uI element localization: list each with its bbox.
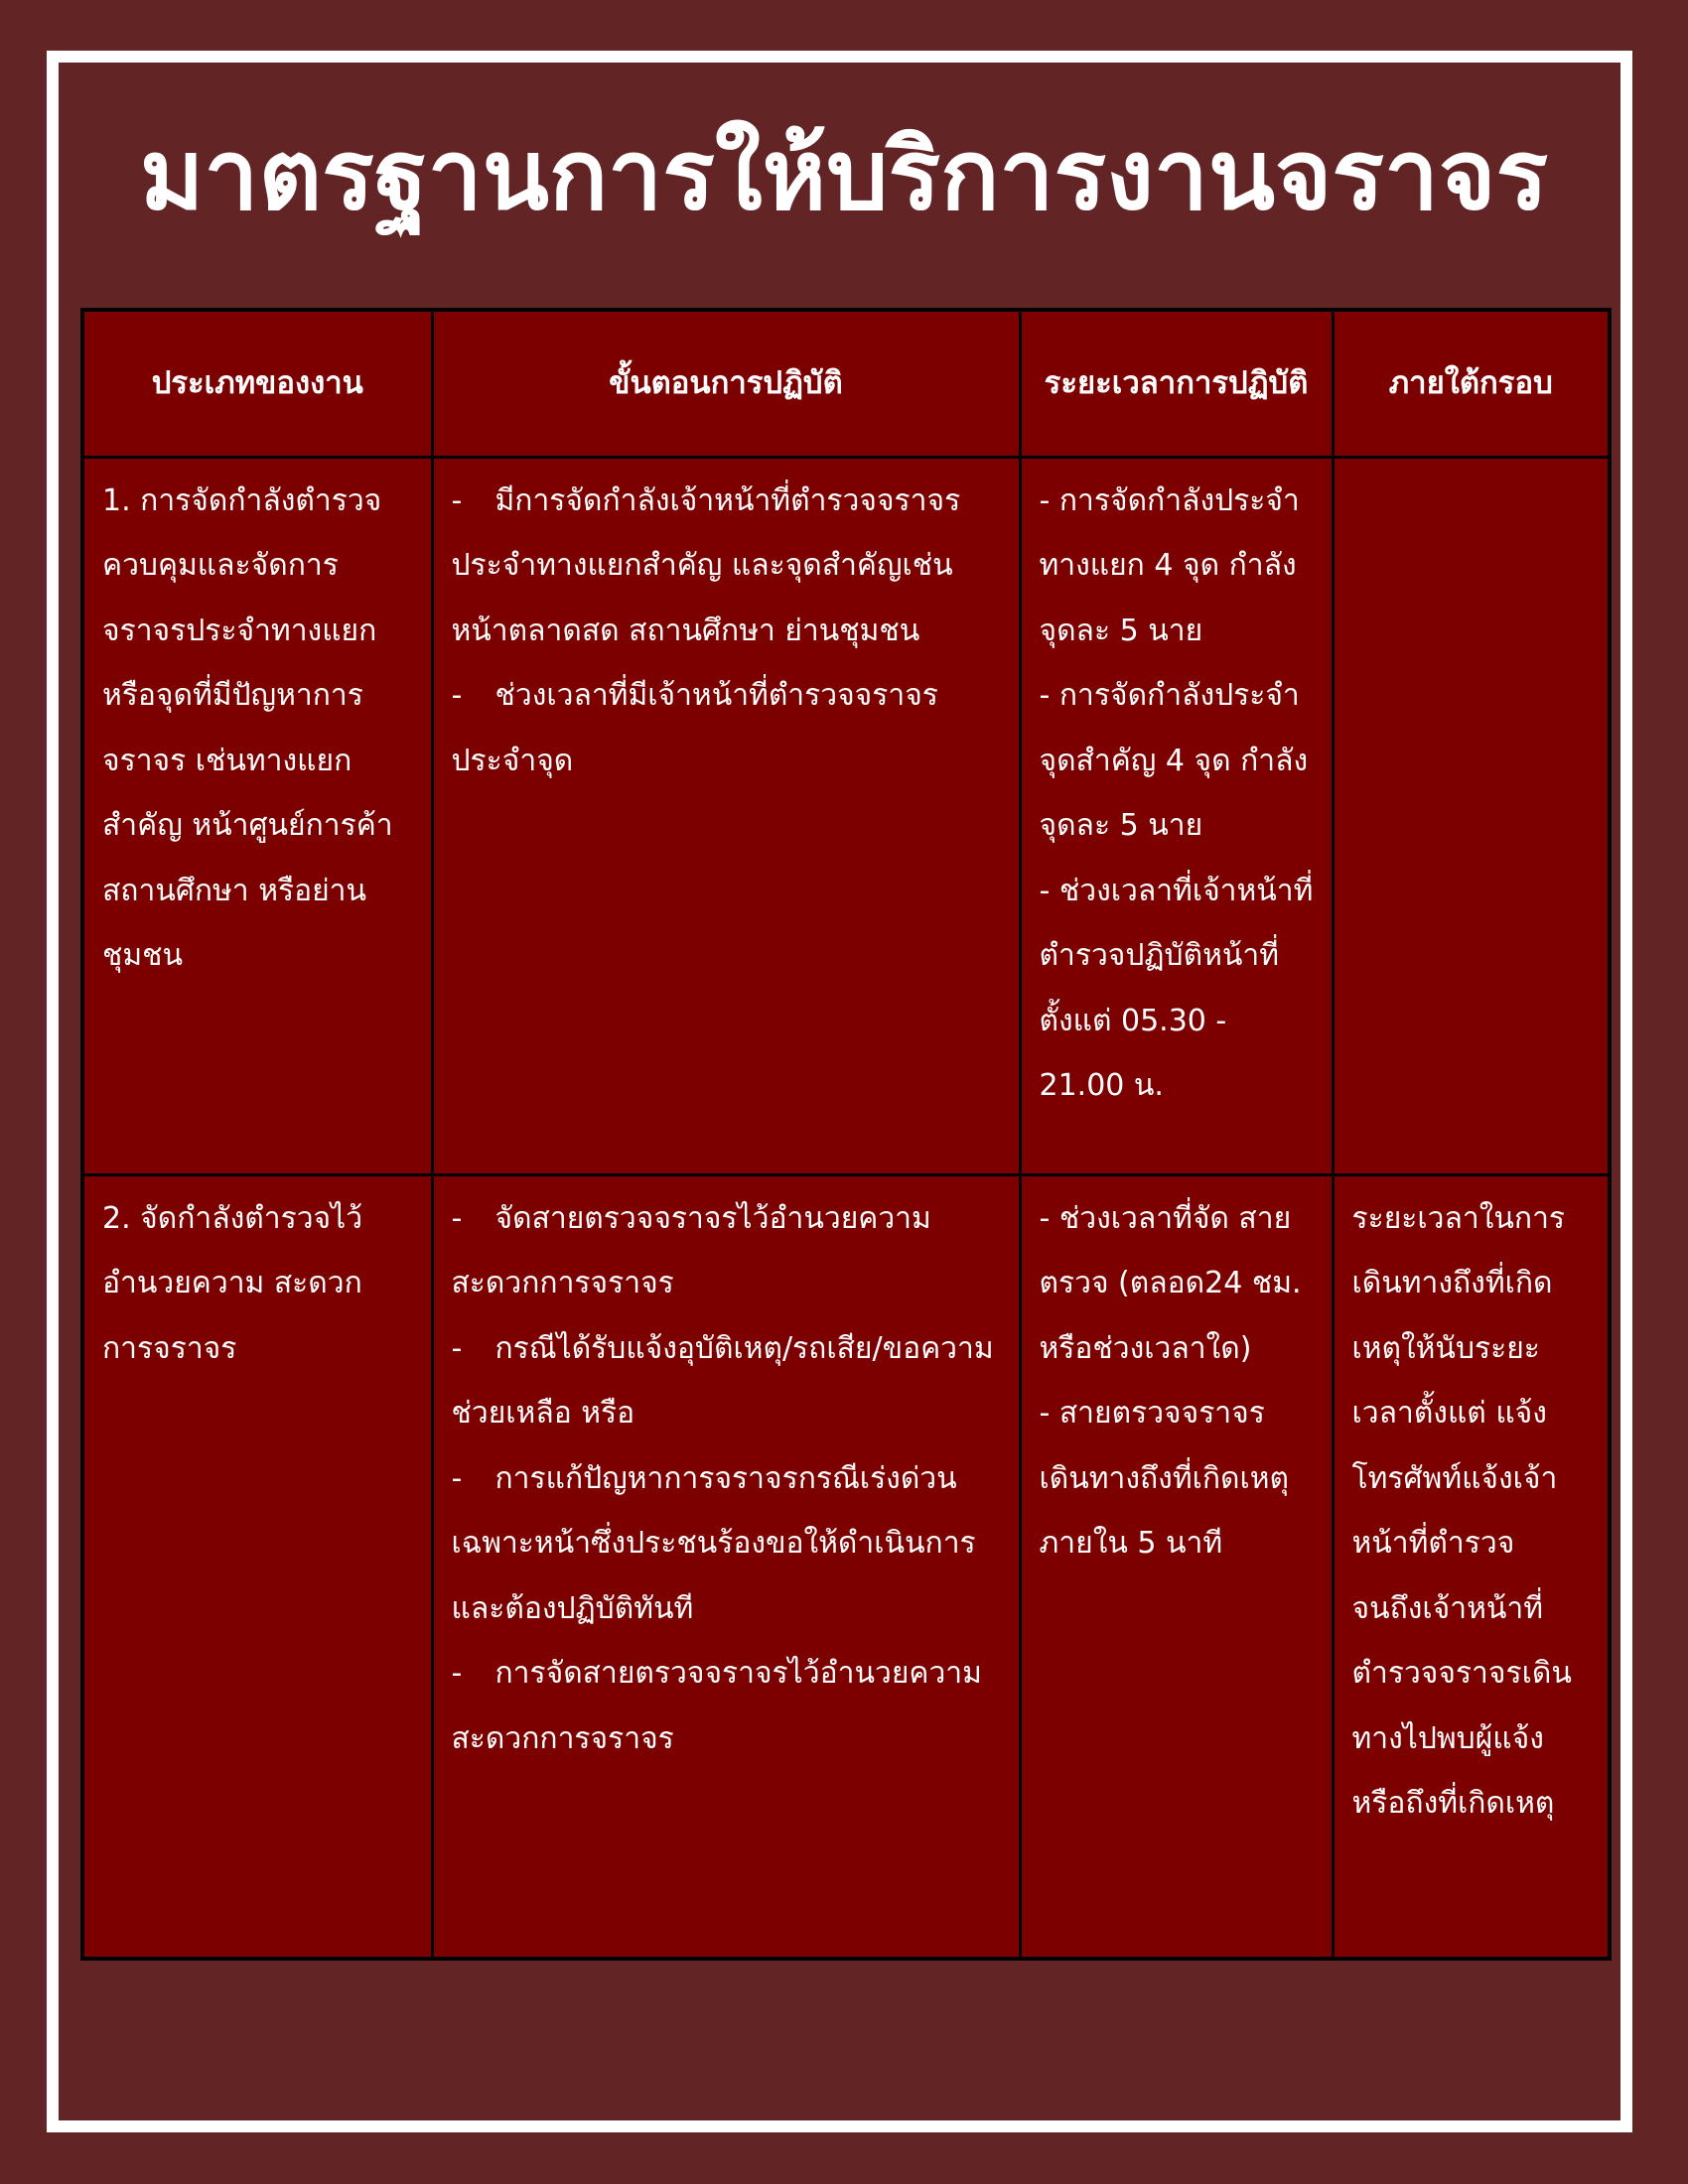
- row1-steps: [432, 457, 1020, 1174]
- duration-item: - ช่วงเวลาที่จัด สายตรวจ (ตลอด24 ชม. หรือช่วงเวลาใด): [1039, 1200, 1302, 1366]
- duration-item: - สายตรวจจราจรเดินทางถึงที่เกิดเหตุภายใน 5 นาที: [1039, 1396, 1290, 1561]
- step-item: - การแก้ปัญหาการจราจรกรณีเร่งด่วนเฉพาะหน้าซึ่งประชนร้องขอให้ดำเนินการและต้องปฏิบัติทันที: [452, 1446, 1001, 1642]
- dash-marker: -: [451, 678, 463, 713]
- row2-work-type: 2. จัดกำลังตำรวจไว้อำนวยความ สะดวกการจราจร: [82, 1174, 432, 1959]
- step-item: - มีการจัดกำลังเจ้าหน้าที่ตำรวจจราจรประจำทางแยกสำคัญ และจุดสำคัญเช่นหน้าตลาดสด สถานศึกษา ย่านชุมชน: [452, 469, 1001, 664]
- page-title: มาตรฐานการให้บริการงานจราจร: [139, 119, 1549, 232]
- row1-frame: [1333, 457, 1610, 1174]
- duration-item: - การจัดกำลังประจำจุดสำคัญ 4 จุด กำลังจุดละ 5 นาย: [1039, 678, 1309, 843]
- duration-item: - การจัดกำลังประจำทางแยก 4 จุด กำลังจุดละ 5 นาย: [1039, 482, 1300, 648]
- table-row: [82, 457, 1610, 1174]
- row2-duration: [1020, 1174, 1333, 1959]
- dash-marker: -: [451, 1656, 463, 1691]
- dash-marker: -: [451, 1330, 463, 1366]
- row1-work-type: 1. การจัดกำลังตำรวจควบคุมและจัดการจราจรประจำทางแยก หรือจุดที่มีปัญหาการจราจร เช่นทางแยกสำคัญ หน้าศูนย์การค้า สถานศึกษา หรือย่านชุมชน: [82, 457, 432, 1174]
- table-row: [82, 1174, 1610, 1959]
- dash-marker: -: [451, 1460, 463, 1496]
- dash-marker: -: [451, 1200, 463, 1236]
- header-steps: ขั้นตอนการปฏิบัติ: [432, 310, 1020, 457]
- row2-frame: ระยะเวลาในการเดินทางถึงที่เกิดเหตุให้นับระยะเวลาตั้งแต่ แจ้งโทรศัพท์แจ้งเจ้าหน้าที่ตำรวจ จนถึงเจ้าหน้าที่ตำรวจจราจรเดินทางไปพบผู้แจ้ง หรือถึงที่เกิดเหตุ: [1333, 1174, 1610, 1959]
- row1-duration: [1020, 457, 1333, 1174]
- step-item: - กรณีได้รับแจ้งอุบัติเหตุ/รถเสีย/ขอความช่วยเหลือ หรือ: [452, 1316, 1001, 1446]
- header-duration: ระยะเวลาการปฏิบัติ: [1020, 310, 1333, 457]
- service-standard-table: [80, 308, 1612, 1961]
- header-work-type: ประเภทของงาน: [82, 310, 432, 457]
- row2-steps: [432, 1174, 1020, 1959]
- header-frame: ภายใต้กรอบ: [1333, 310, 1610, 457]
- dash-marker: -: [451, 482, 463, 518]
- duration-item: - ช่วงเวลาที่เจ้าหน้าที่ตำรวจปฏิบัติหน้าที่ตั้งแต่ 05.30 - 21.00 น.: [1039, 873, 1314, 1103]
- step-item: - ช่วงเวลาที่มีเจ้าหน้าที่ตำรวจจราจรประจำจุด: [452, 663, 1001, 793]
- step-item: - จัดสายตรวจจราจรไว้อำนวยความสะดวกการจราจร: [452, 1186, 1001, 1316]
- step-item: - การจัดสายตรวจจราจรไว้อำนวยความสะดวกการจราจร: [452, 1641, 1001, 1771]
- table-header-row: [82, 310, 1610, 457]
